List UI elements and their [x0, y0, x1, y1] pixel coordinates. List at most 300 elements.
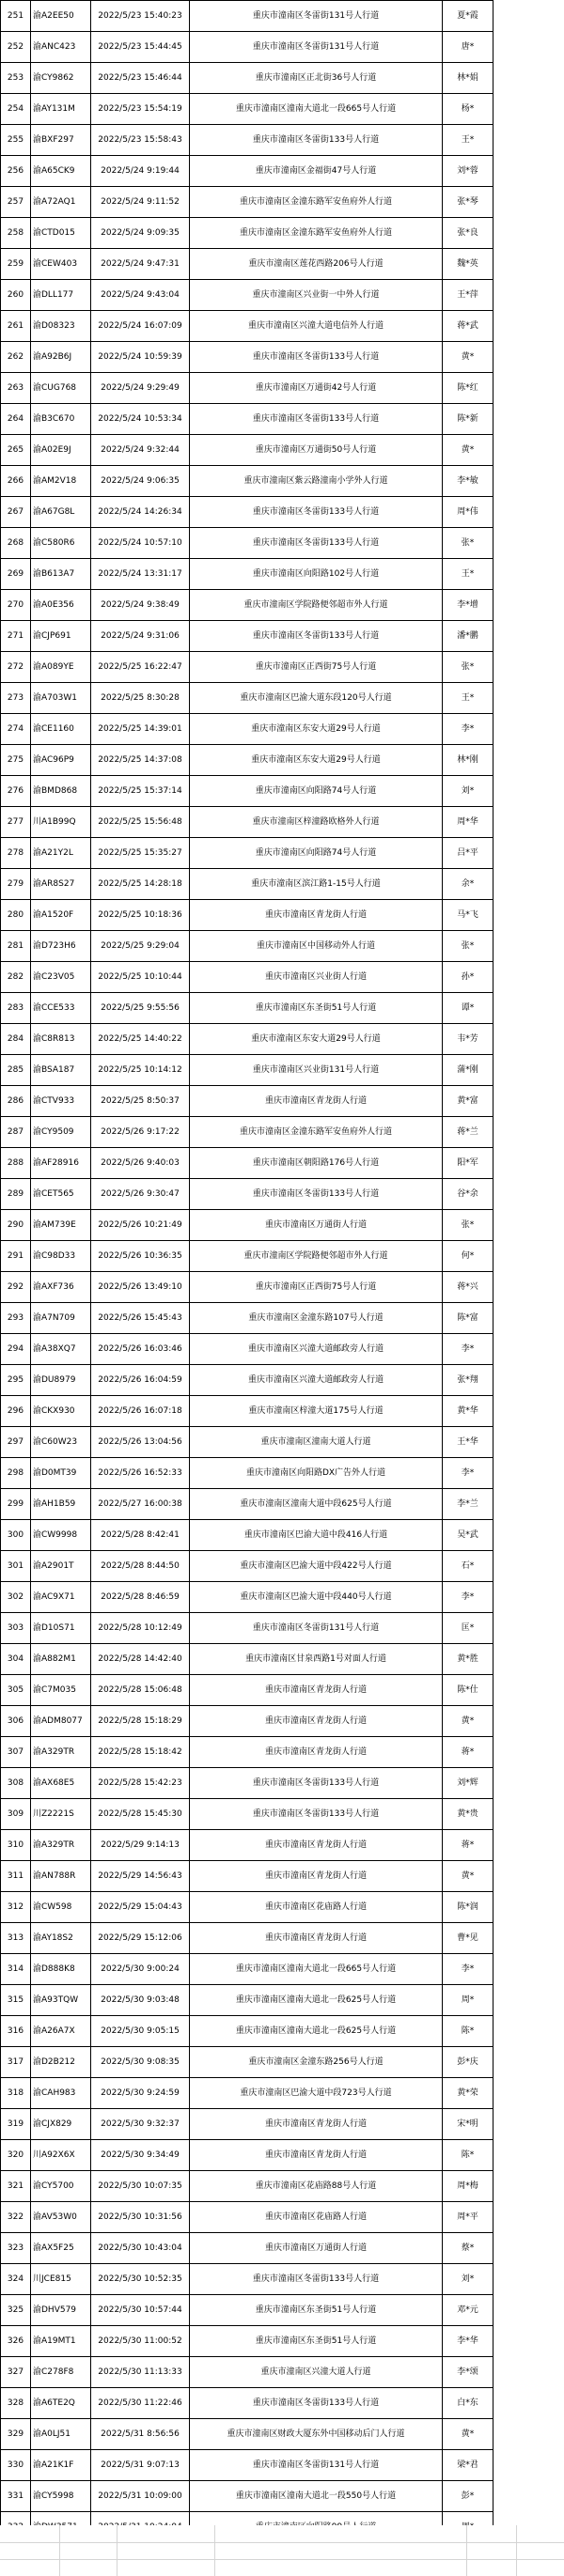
- cell-plate: 渝AY131M: [31, 94, 91, 125]
- cell-plate: 渝DU8979: [31, 1365, 91, 1396]
- cell-location: 重庆市潼南区冬雷街133号人行道: [190, 404, 443, 435]
- cell-plate: 渝CCE533: [31, 993, 91, 1024]
- cell-name: 谭*: [443, 993, 494, 1024]
- cell-number: 285: [1, 1055, 31, 1086]
- cell-name: 周*梅: [443, 2171, 494, 2202]
- cell-datetime: 2022/5/30 11:13:33: [91, 2357, 190, 2388]
- table-row: [1, 1241, 494, 1272]
- cell-location: 重庆市潼南区兴潼大道邮政旁人行道: [190, 1334, 443, 1365]
- cell-number: 318: [1, 2078, 31, 2109]
- cell-number: 295: [1, 1365, 31, 1396]
- cell-name: 黄*胜: [443, 1644, 494, 1675]
- table-row: [1, 962, 494, 993]
- table-row: [1, 1, 494, 32]
- cell-name: 陈*红: [443, 373, 494, 404]
- cell-location: 重庆市潼南区梓潼路欧格外人行道: [190, 807, 443, 838]
- cell-name: 曹*见: [443, 1923, 494, 1954]
- cell-location: 重庆市潼南区冬雷街133号人行道: [190, 621, 443, 652]
- cell-location: 重庆市潼南区青龙街人行道: [190, 1737, 443, 1768]
- cell-location: 重庆市潼南区兴潼大道人行道: [190, 2357, 443, 2388]
- cell-plate: 川Z2221S: [31, 1799, 91, 1830]
- cell-plate: 川A92X6X: [31, 2140, 91, 2171]
- cell-plate: 渝CET565: [31, 1179, 91, 1210]
- cell-datetime: 2022/5/30 11:00:52: [91, 2326, 190, 2357]
- table-row: [1, 1737, 494, 1768]
- cell-number: 297: [1, 1427, 31, 1458]
- cell-number: 308: [1, 1768, 31, 1799]
- cell-location: 重庆市潼南区正北街36号人行道: [190, 63, 443, 94]
- cell-location: 重庆市潼南区冬雷街133号人行道: [190, 1799, 443, 1830]
- table-row: [1, 435, 494, 466]
- cell-plate: 渝AY18S2: [31, 1923, 91, 1954]
- table-row: [1, 1489, 494, 1520]
- grid-line: [516, 2525, 517, 2576]
- cell-plate: 渝A21K1F: [31, 2450, 91, 2481]
- cell-datetime: 2022/5/24 9:47:31: [91, 249, 190, 280]
- cell-number: 261: [1, 311, 31, 342]
- cell-datetime: 2022/5/28 8:46:59: [91, 1582, 190, 1613]
- cell-plate: 渝AC96P9: [31, 745, 91, 776]
- cell-location: 重庆市潼南区东圣街51号人行道: [190, 2295, 443, 2326]
- cell-plate: 渝AF28916: [31, 1148, 91, 1179]
- table-row: [1, 1272, 494, 1303]
- cell-number: 319: [1, 2109, 31, 2140]
- table-row: [1, 1179, 494, 1210]
- cell-name: 张*: [443, 652, 494, 683]
- cell-name: 杨*: [443, 94, 494, 125]
- cell-number: 266: [1, 466, 31, 497]
- cell-datetime: 2022/5/26 9:30:47: [91, 1179, 190, 1210]
- cell-plate: 渝A329TR: [31, 1737, 91, 1768]
- cell-plate: 渝D0MT39: [31, 1458, 91, 1489]
- cell-number: 326: [1, 2326, 31, 2357]
- cell-datetime: 2022/5/31 9:07:13: [91, 2450, 190, 2481]
- cell-name: 张*良: [443, 218, 494, 249]
- table-row: [1, 776, 494, 807]
- cell-plate: 渝D888K8: [31, 1954, 91, 1985]
- table-row: [1, 1334, 494, 1365]
- table-row: [1, 1520, 494, 1551]
- cell-plate: 渝A0E356: [31, 590, 91, 621]
- cell-name: 匡*: [443, 1613, 494, 1644]
- cell-number: 311: [1, 1861, 31, 1892]
- cell-location: 重庆市潼南区莲花西路206号人行道: [190, 249, 443, 280]
- cell-name: 李*: [443, 714, 494, 745]
- table-row: [1, 1117, 494, 1148]
- table-row: [1, 869, 494, 900]
- cell-number: 274: [1, 714, 31, 745]
- cell-plate: 渝A0LJ51: [31, 2419, 91, 2450]
- cell-plate: 渝B613A7: [31, 559, 91, 590]
- cell-plate: 渝CUG768: [31, 373, 91, 404]
- cell-location: 重庆市潼南区向阳路74号人行道: [190, 776, 443, 807]
- cell-datetime: 2022/5/23 15:58:43: [91, 125, 190, 156]
- table-row: [1, 404, 494, 435]
- cell-plate: 渝CW598: [31, 1892, 91, 1923]
- cell-location: 重庆市潼南区青龙街人行道: [190, 1086, 443, 1117]
- cell-location: 重庆市潼南区巴渝大道中段440号人行道: [190, 1582, 443, 1613]
- cell-plate: 渝A703W1: [31, 683, 91, 714]
- cell-name: 夏*霞: [443, 1, 494, 32]
- table-row: [1, 2388, 494, 2419]
- cell-plate: 川A1B99Q: [31, 807, 91, 838]
- cell-number: 289: [1, 1179, 31, 1210]
- table-row: [1, 218, 494, 249]
- cell-name: 陈*润: [443, 1892, 494, 1923]
- cell-datetime: 2022/5/25 14:28:18: [91, 869, 190, 900]
- table-row: [1, 1055, 494, 1086]
- cell-datetime: 2022/5/25 15:56:48: [91, 807, 190, 838]
- table-row: [1, 2047, 494, 2078]
- cell-name: 蒋*武: [443, 311, 494, 342]
- cell-number: 252: [1, 32, 31, 63]
- table-row: [1, 1427, 494, 1458]
- cell-datetime: 2022/5/30 9:05:15: [91, 2016, 190, 2047]
- cell-datetime: 2022/5/24 10:53:34: [91, 404, 190, 435]
- cell-location: 重庆市潼南区花庙路88号人行道: [190, 2171, 443, 2202]
- cell-number: 278: [1, 838, 31, 869]
- cell-location: 重庆市潼南区青龙街人行道: [190, 1923, 443, 1954]
- table-row: [1, 2202, 494, 2233]
- cell-plate: 渝D2B212: [31, 2047, 91, 2078]
- cell-number: 286: [1, 1086, 31, 1117]
- cell-plate: 渝CAH983: [31, 2078, 91, 2109]
- cell-number: 293: [1, 1303, 31, 1334]
- cell-plate: 渝D723H6: [31, 931, 91, 962]
- cell-plate: 渝CW9998: [31, 1520, 91, 1551]
- cell-datetime: 2022/5/30 9:32:37: [91, 2109, 190, 2140]
- cell-name: 黄*华: [443, 1396, 494, 1427]
- cell-name: 蔡*: [443, 2233, 494, 2264]
- cell-name: 李*颂: [443, 2357, 494, 2388]
- cell-datetime: 2022/5/30 9:00:24: [91, 1954, 190, 1985]
- cell-datetime: 2022/5/25 10:18:36: [91, 900, 190, 931]
- cell-location: 重庆市潼南区兴业街人行道: [190, 962, 443, 993]
- table-row: [1, 1706, 494, 1737]
- cell-name: 何*: [443, 1241, 494, 1272]
- cell-plate: 渝CY5998: [31, 2481, 91, 2512]
- table-row: [1, 683, 494, 714]
- cell-name: 石*: [443, 1551, 494, 1582]
- cell-datetime: 2022/5/23 15:40:23: [91, 1, 190, 32]
- cell-plate: 渝A26A7X: [31, 2016, 91, 2047]
- cell-number: 258: [1, 218, 31, 249]
- cell-datetime: 2022/5/23 15:44:45: [91, 32, 190, 63]
- cell-datetime: 2022/5/24 9:32:44: [91, 435, 190, 466]
- cell-name: 梁*君: [443, 2450, 494, 2481]
- cell-plate: 渝AN788R: [31, 1861, 91, 1892]
- cell-plate: 渝C8R813: [31, 1024, 91, 1055]
- cell-location: 重庆市潼南区潼南大道北一段625号人行道: [190, 2016, 443, 2047]
- cell-plate: 渝CTD015: [31, 218, 91, 249]
- cell-number: 271: [1, 621, 31, 652]
- cell-datetime: 2022/5/31 10:09:00: [91, 2481, 190, 2512]
- cell-number: 284: [1, 1024, 31, 1055]
- cell-location: 重庆市潼南区金潼东路107号人行道: [190, 1303, 443, 1334]
- cell-plate: 渝AC9X71: [31, 1582, 91, 1613]
- table-row: [1, 2016, 494, 2047]
- cell-plate: 渝AM739E: [31, 1210, 91, 1241]
- cell-name: 陈*: [443, 2140, 494, 2171]
- table-body: [1, 1, 494, 2574]
- cell-datetime: 2022/5/26 9:17:22: [91, 1117, 190, 1148]
- cell-name: 宋*明: [443, 2109, 494, 2140]
- cell-plate: 渝A2EE50: [31, 1, 91, 32]
- cell-plate: 渝ANC423: [31, 32, 91, 63]
- cell-location: 重庆市潼南区万通街42号人行道: [190, 373, 443, 404]
- cell-location: 重庆市潼南区冬雷街133号人行道: [190, 125, 443, 156]
- cell-name: 谷*余: [443, 1179, 494, 1210]
- cell-name: 王*: [443, 559, 494, 590]
- cell-location: 重庆市潼南区金潼东路256号人行道: [190, 2047, 443, 2078]
- cell-plate: 渝A7N709: [31, 1303, 91, 1334]
- cell-plate: 渝CY9509: [31, 1117, 91, 1148]
- cell-location: 重庆市潼南区梓潼大道175号人行道: [190, 1396, 443, 1427]
- cell-location: 重庆市潼南区财政大厦东外中国移动后门人行道: [190, 2419, 443, 2450]
- empty-sheet-area: [0, 2525, 564, 2576]
- cell-number: 263: [1, 373, 31, 404]
- table-row: [1, 2078, 494, 2109]
- cell-name: 李*华: [443, 2326, 494, 2357]
- cell-location: 重庆市潼南区万通街人行道: [190, 2233, 443, 2264]
- cell-plate: 渝CKX930: [31, 1396, 91, 1427]
- table-row: [1, 2326, 494, 2357]
- cell-number: 321: [1, 2171, 31, 2202]
- cell-datetime: 2022/5/24 10:59:39: [91, 342, 190, 373]
- cell-datetime: 2022/5/30 9:24:59: [91, 2078, 190, 2109]
- table-row: [1, 1644, 494, 1675]
- cell-plate: 渝A329TR: [31, 1830, 91, 1861]
- cell-location: 重庆市潼南区金潼东路军安鱼府外人行道: [190, 187, 443, 218]
- table-row: [1, 32, 494, 63]
- cell-datetime: 2022/5/26 13:04:56: [91, 1427, 190, 1458]
- cell-datetime: 2022/5/30 10:52:35: [91, 2264, 190, 2295]
- table-row: [1, 1861, 494, 1892]
- table-row: [1, 2171, 494, 2202]
- cell-location: 重庆市潼南区青龙街人行道: [190, 2140, 443, 2171]
- cell-plate: 渝C23V05: [31, 962, 91, 993]
- table-row: [1, 2450, 494, 2481]
- table-row: [1, 1892, 494, 1923]
- cell-datetime: 2022/5/25 14:37:08: [91, 745, 190, 776]
- grid-line: [466, 2525, 467, 2576]
- cell-number: 296: [1, 1396, 31, 1427]
- cell-datetime: 2022/5/24 9:38:49: [91, 590, 190, 621]
- cell-datetime: 2022/5/24 9:09:35: [91, 218, 190, 249]
- cell-datetime: 2022/5/28 8:44:50: [91, 1551, 190, 1582]
- cell-number: 283: [1, 993, 31, 1024]
- cell-location: 重庆市潼南区正西街75号人行道: [190, 652, 443, 683]
- cell-name: 王*萍: [443, 280, 494, 311]
- table-row: [1, 1675, 494, 1706]
- cell-number: 304: [1, 1644, 31, 1675]
- cell-name: 李*敏: [443, 466, 494, 497]
- table-row: [1, 2419, 494, 2450]
- cell-number: 305: [1, 1675, 31, 1706]
- cell-number: 294: [1, 1334, 31, 1365]
- cell-datetime: 2022/5/25 14:39:01: [91, 714, 190, 745]
- cell-datetime: 2022/5/24 9:19:44: [91, 156, 190, 187]
- cell-location: 重庆市潼南区紫云路潼南小学外人行道: [190, 466, 443, 497]
- table-row: [1, 1799, 494, 1830]
- cell-location: 重庆市潼南区金潼东路军安鱼府外人行道: [190, 218, 443, 249]
- cell-location: 重庆市潼南区东安大道29号人行道: [190, 745, 443, 776]
- cell-name: 李*: [443, 1334, 494, 1365]
- cell-datetime: 2022/5/24 14:26:34: [91, 497, 190, 528]
- cell-name: 刘*: [443, 2264, 494, 2295]
- cell-name: 阳*军: [443, 1148, 494, 1179]
- cell-number: 255: [1, 125, 31, 156]
- cell-plate: 渝A1520F: [31, 900, 91, 931]
- cell-location: 重庆市潼南区巴渝大道中段416人行道: [190, 1520, 443, 1551]
- cell-number: 306: [1, 1706, 31, 1737]
- cell-location: 重庆市潼南区潼南大道北一段665号人行道: [190, 1954, 443, 1985]
- cell-location: 重庆市潼南区潼南大道北一段665号人行道: [190, 94, 443, 125]
- cell-datetime: 2022/5/26 13:49:10: [91, 1272, 190, 1303]
- cell-location: 重庆市潼南区学院路便邻超市外人行道: [190, 1241, 443, 1272]
- cell-name: 张*: [443, 1210, 494, 1241]
- table-row: [1, 466, 494, 497]
- cell-name: 蒋*: [443, 1830, 494, 1861]
- cell-number: 253: [1, 63, 31, 94]
- table-row: [1, 900, 494, 931]
- cell-number: 331: [1, 2481, 31, 2512]
- cell-location: 重庆市潼南区青龙街人行道: [190, 1706, 443, 1737]
- table-row: [1, 528, 494, 559]
- table-row: [1, 2295, 494, 2326]
- cell-location: 重庆市潼南区冬雷街133号人行道: [190, 497, 443, 528]
- cell-location: 重庆市潼南区潼南大道中段625号人行道: [190, 1489, 443, 1520]
- cell-name: 李*兰: [443, 1489, 494, 1520]
- cell-datetime: 2022/5/30 10:43:04: [91, 2233, 190, 2264]
- cell-datetime: 2022/5/28 15:45:30: [91, 1799, 190, 1830]
- table-row: [1, 1303, 494, 1334]
- cell-datetime: 2022/5/28 15:18:29: [91, 1706, 190, 1737]
- cell-number: 314: [1, 1954, 31, 1985]
- cell-name: 孙*: [443, 962, 494, 993]
- cell-name: 蒲*刚: [443, 1055, 494, 1086]
- cell-datetime: 2022/5/30 11:22:46: [91, 2388, 190, 2419]
- cell-plate: 渝C278F8: [31, 2357, 91, 2388]
- table-row: [1, 621, 494, 652]
- cell-plate: 渝CY5700: [31, 2171, 91, 2202]
- cell-location: 重庆市潼南区金福街47号人行道: [190, 156, 443, 187]
- cell-plate: 渝CEW403: [31, 249, 91, 280]
- cell-datetime: 2022/5/25 10:14:12: [91, 1055, 190, 1086]
- table-row: [1, 1923, 494, 1954]
- cell-datetime: 2022/5/26 16:52:33: [91, 1458, 190, 1489]
- grid-line: [59, 2525, 60, 2576]
- cell-location: 重庆市潼南区东圣街51号人行道: [190, 2326, 443, 2357]
- cell-location: 重庆市潼南区巴渝大道中段422号人行道: [190, 1551, 443, 1582]
- cell-location: 重庆市潼南区青龙街人行道: [190, 1830, 443, 1861]
- cell-plate: 渝A65CK9: [31, 156, 91, 187]
- cell-name: 周*伟: [443, 497, 494, 528]
- cell-number: 282: [1, 962, 31, 993]
- cell-plate: 渝D08323: [31, 311, 91, 342]
- cell-plate: 渝AX5F25: [31, 2233, 91, 2264]
- cell-number: 292: [1, 1272, 31, 1303]
- cell-datetime: 2022/5/24 9:29:49: [91, 373, 190, 404]
- cell-name: 魏*英: [443, 249, 494, 280]
- cell-plate: 渝A72AQ1: [31, 187, 91, 218]
- cell-location: 重庆市潼南区向阳路102号人行道: [190, 559, 443, 590]
- cell-datetime: 2022/5/25 16:22:47: [91, 652, 190, 683]
- cell-plate: 渝DLL177: [31, 280, 91, 311]
- cell-number: 280: [1, 900, 31, 931]
- cell-name: 黄*富: [443, 1086, 494, 1117]
- cell-datetime: 2022/5/24 16:07:09: [91, 311, 190, 342]
- cell-datetime: 2022/5/25 10:10:44: [91, 962, 190, 993]
- cell-location: 重庆市潼南区冬雷街133号人行道: [190, 342, 443, 373]
- cell-plate: 渝AR8S27: [31, 869, 91, 900]
- cell-location: 重庆市潼南区冬雷街133号人行道: [190, 2388, 443, 2419]
- cell-number: 317: [1, 2047, 31, 2078]
- cell-name: 刘*蓉: [443, 156, 494, 187]
- table-row: [1, 838, 494, 869]
- cell-datetime: 2022/5/23 15:46:44: [91, 63, 190, 94]
- cell-name: 李*: [443, 1458, 494, 1489]
- cell-plate: 渝BMD868: [31, 776, 91, 807]
- cell-plate: 渝A38XQ7: [31, 1334, 91, 1365]
- cell-number: 275: [1, 745, 31, 776]
- grid-line: [214, 2525, 215, 2576]
- cell-location: 重庆市潼南区冬雷街131号人行道: [190, 2450, 443, 2481]
- cell-name: 张*: [443, 528, 494, 559]
- cell-datetime: 2022/5/29 15:12:06: [91, 1923, 190, 1954]
- cell-datetime: 2022/5/24 13:31:17: [91, 559, 190, 590]
- cell-datetime: 2022/5/29 14:56:43: [91, 1861, 190, 1892]
- cell-name: 周*平: [443, 2202, 494, 2233]
- table-row: [1, 714, 494, 745]
- table-row: [1, 1954, 494, 1985]
- cell-plate: 渝A02E9J: [31, 435, 91, 466]
- table-row: [1, 1396, 494, 1427]
- cell-number: 298: [1, 1458, 31, 1489]
- cell-location: 重庆市潼南区学院路便邻超市外人行道: [190, 590, 443, 621]
- cell-location: 重庆市潼南区青龙街人行道: [190, 2109, 443, 2140]
- cell-location: 重庆市潼南区潼南大道人行道: [190, 1427, 443, 1458]
- cell-plate: 渝AXF736: [31, 1272, 91, 1303]
- cell-name: 李*增: [443, 590, 494, 621]
- cell-location: 重庆市潼南区中国移动外人行道: [190, 931, 443, 962]
- cell-location: 重庆市潼南区东安大道29号人行道: [190, 1024, 443, 1055]
- cell-name: 吕*平: [443, 838, 494, 869]
- cell-plate: 渝A882M1: [31, 1644, 91, 1675]
- table-row: [1, 373, 494, 404]
- cell-name: 刘*辉: [443, 1768, 494, 1799]
- table-row: [1, 2357, 494, 2388]
- cell-number: 265: [1, 435, 31, 466]
- table-row: [1, 1024, 494, 1055]
- cell-datetime: 2022/5/24 9:43:04: [91, 280, 190, 311]
- cell-location: 重庆市潼南区冬雷街133号人行道: [190, 528, 443, 559]
- cell-name: 蒋*兰: [443, 1117, 494, 1148]
- cell-plate: 渝C580R6: [31, 528, 91, 559]
- cell-location: 重庆市潼南区青龙街人行道: [190, 1675, 443, 1706]
- cell-location: 重庆市潼南区兴潼大道电信外人行道: [190, 311, 443, 342]
- cell-datetime: 2022/5/27 16:00:38: [91, 1489, 190, 1520]
- table-row: [1, 931, 494, 962]
- table-row: [1, 125, 494, 156]
- table-row: [1, 1985, 494, 2016]
- cell-plate: 渝AV53W0: [31, 2202, 91, 2233]
- cell-name: 张*翔: [443, 1365, 494, 1396]
- cell-plate: 渝A19MT1: [31, 2326, 91, 2357]
- cell-name: 蒋*: [443, 1737, 494, 1768]
- cell-datetime: 2022/5/26 10:36:35: [91, 1241, 190, 1272]
- cell-name: 陈*: [443, 2016, 494, 2047]
